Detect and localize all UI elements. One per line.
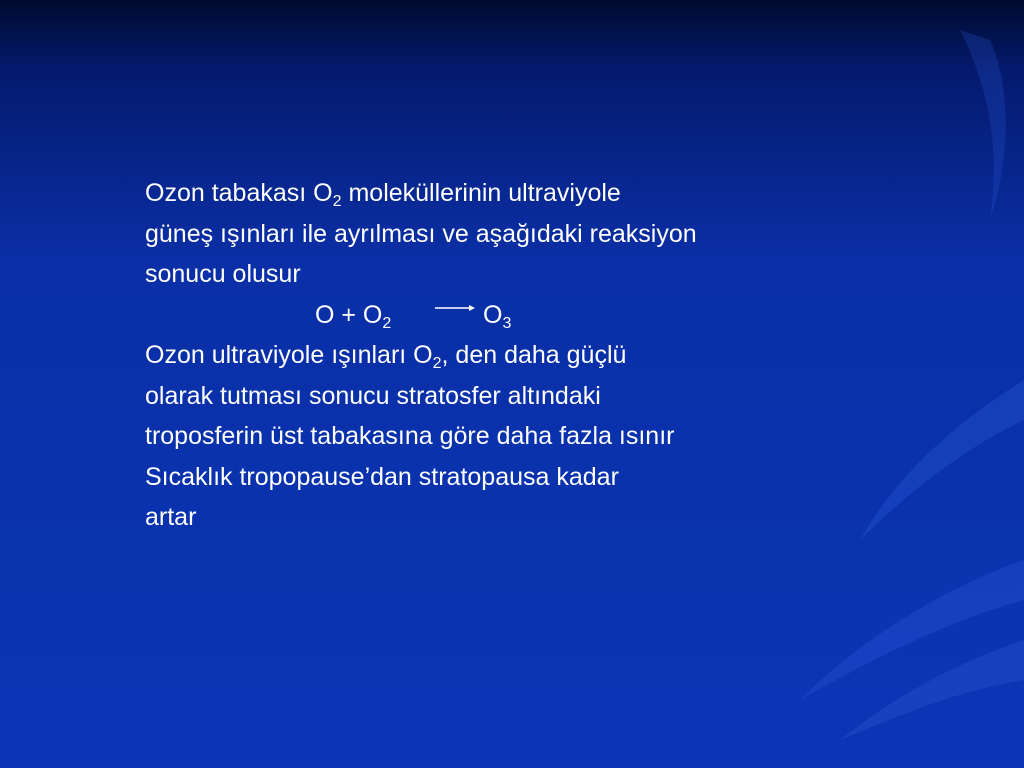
- slide-text-body: [145, 173, 945, 538]
- subscript: 2: [432, 355, 442, 372]
- text-span: Ozon tabakası O: [145, 179, 333, 207]
- equation-product: [483, 295, 511, 336]
- reaction-equation: [145, 295, 945, 336]
- equation-reactants: [315, 295, 391, 336]
- text-span: , den daha güçlü: [441, 341, 627, 369]
- subscript: 2: [332, 193, 342, 210]
- paragraph-1-line-2: güneş ışınları ile ayrılması ve aşağıdaki reaksiyon: [145, 219, 697, 248]
- paragraph-1-line-1: [145, 173, 945, 214]
- text-span: moleküllerinin ultraviyole: [341, 179, 621, 207]
- text-span: O: [483, 300, 503, 329]
- subscript: 2: [382, 314, 392, 332]
- paragraph-2-line-1: [145, 335, 945, 376]
- text-span: O + O: [315, 300, 383, 329]
- text-span: Ozon ultraviyole ışınları O: [145, 341, 433, 369]
- right-arrow-icon: [435, 303, 475, 313]
- paragraph-3-line-2: artar: [145, 503, 197, 531]
- paragraph-1-line-3: sonucu olusur: [145, 260, 301, 288]
- subscript: 3: [502, 314, 512, 332]
- paragraph-3-line-1: Sıcaklık tropopause’dan stratopausa kadar: [145, 462, 619, 491]
- paragraph-2-line-3: troposferin üst tabakasına göre daha fazla ısınır: [145, 422, 675, 450]
- paragraph-2-line-2: olarak tutması sonucu stratosfer altındaki: [145, 381, 601, 410]
